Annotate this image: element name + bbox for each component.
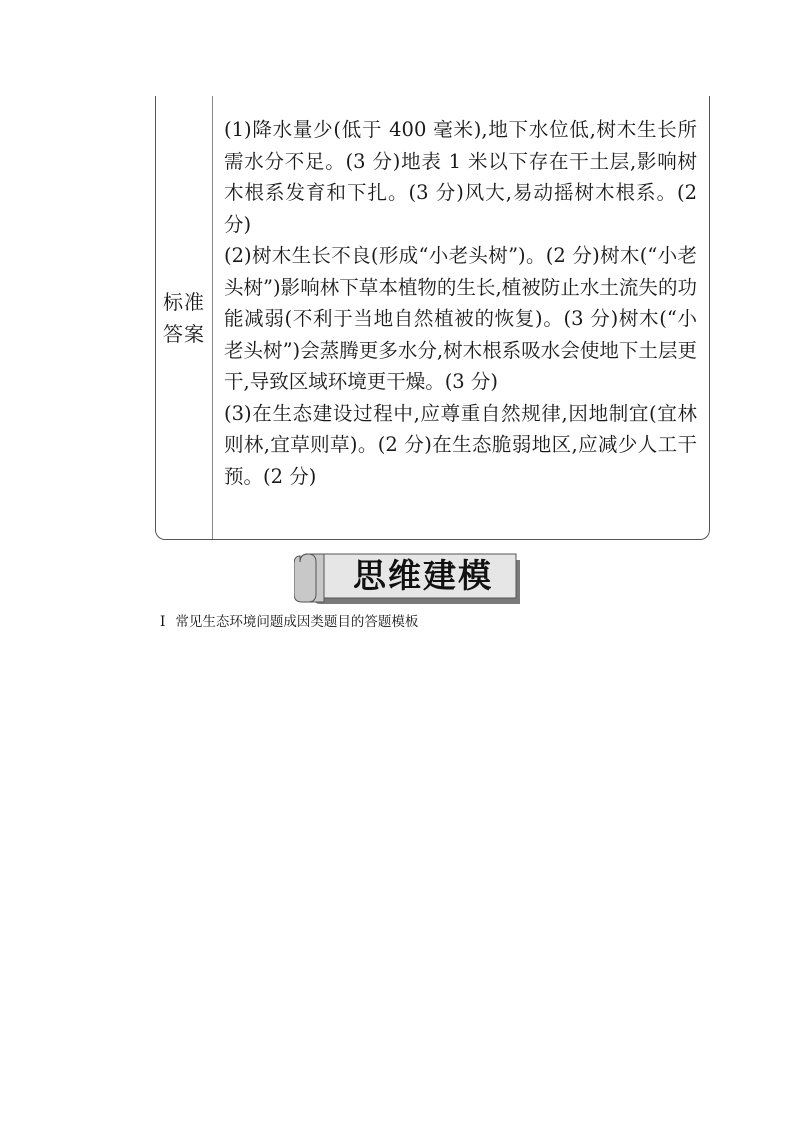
answer-paragraph-1: (1)降水量少(低于 400 毫米),地下水位低,树木生长所需水分不足。(3 分)地表 1 米以下存在干土层,影响树木根系发育和下扎。(3 分)风大,易动摇树木根系。(2 分) [224, 118, 697, 236]
answer-content [224, 114, 697, 492]
banner-title: 思维建模 [353, 556, 493, 595]
answer-label: 标准答案 [163, 289, 205, 346]
answer-table [155, 96, 710, 540]
answer-paragraph-3: (3)在生态建设过程中,应尊重自然规律,因地制宜(宜林则林,宜草则草)。(2 分)在生态脆弱地区,应减少人工干预。(2 分) [224, 401, 697, 488]
section-number: Ⅰ [160, 614, 166, 630]
section-banner [294, 550, 530, 606]
section-title: 常见生态环境问题成因类题目的答题模板 [175, 614, 419, 630]
answer-label-cell [156, 96, 213, 539]
section-heading [160, 613, 418, 631]
answer-paragraph-2: (2)树木生长不良(形成“小老头树”)。(2 分)树木(“小老头树”)影响林下草本植物的生长,植被防止水土流失的功能减弱(不利于当地自然植被的恢复)。(3 分)树木(“小老头树”)会蒸腾更多水分,树木根系吸水会使地下土层更干,导致区域环境更干燥。(3 分) [224, 244, 697, 393]
